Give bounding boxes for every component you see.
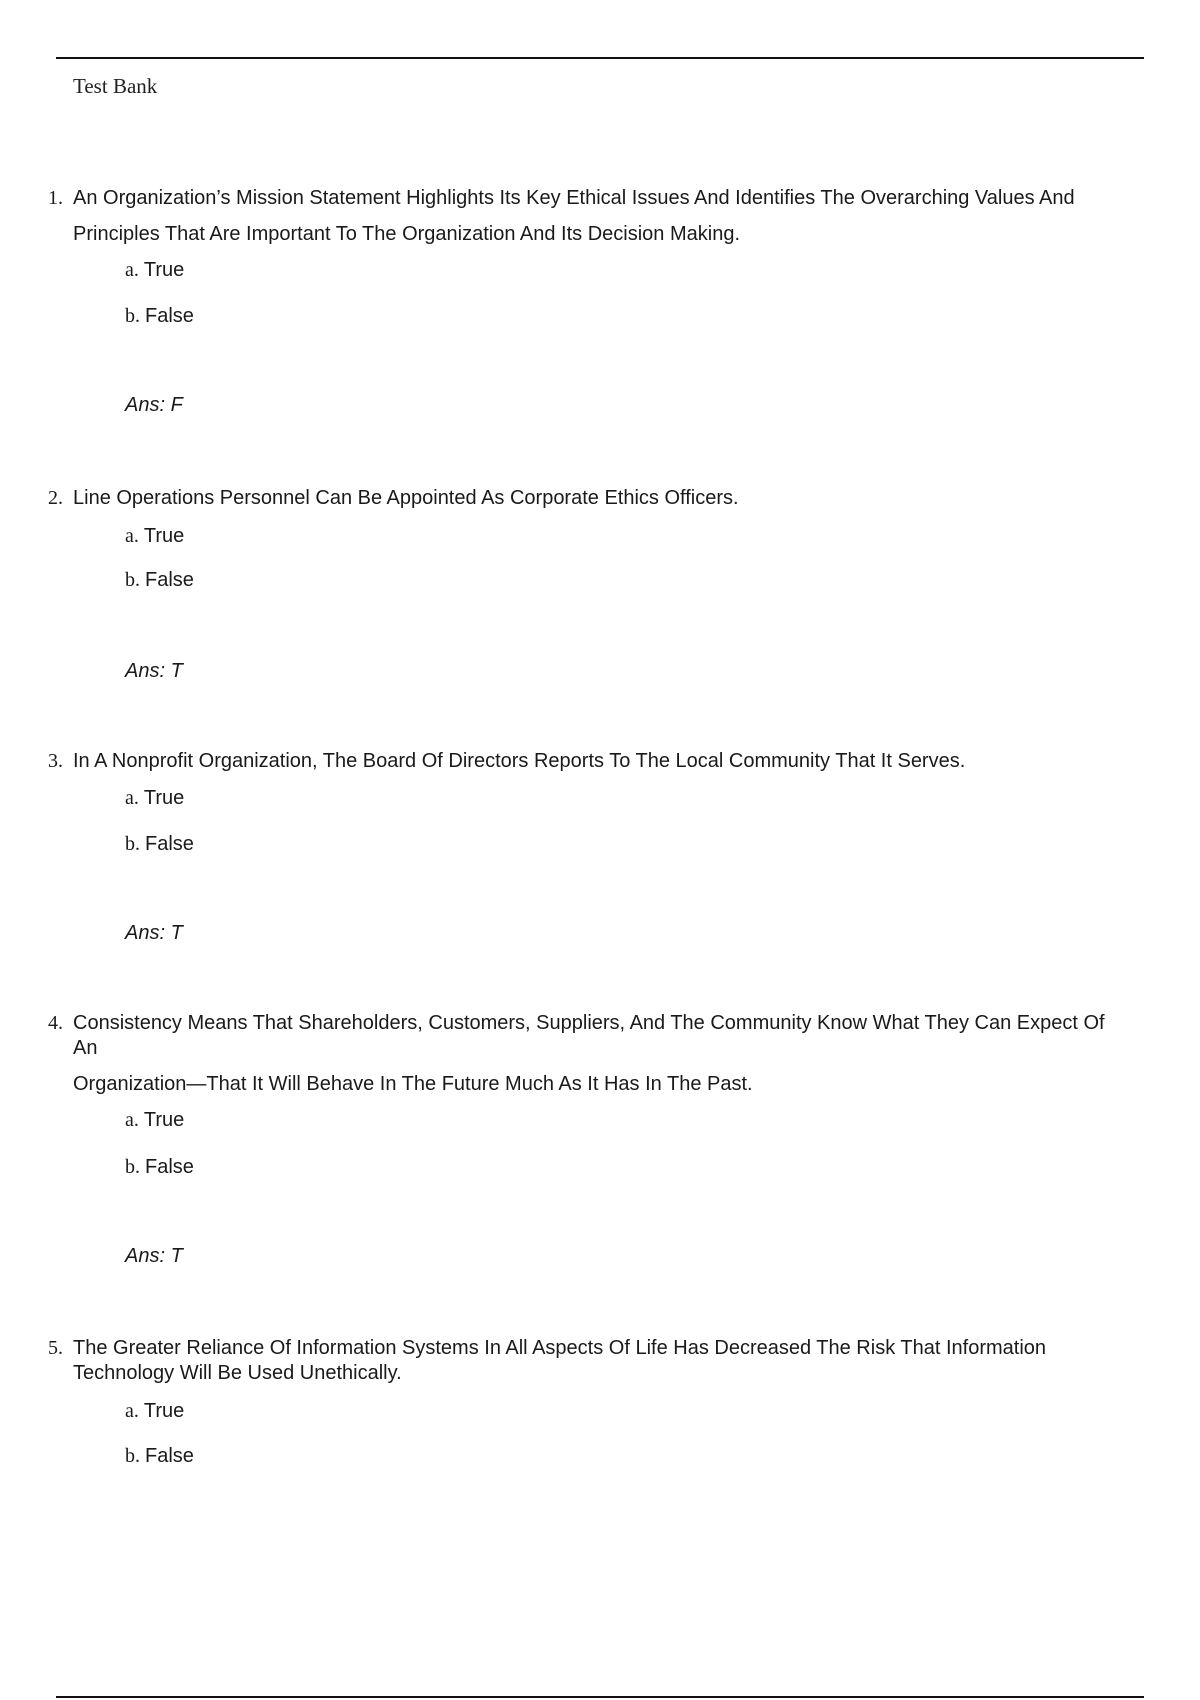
option-text: False: [145, 569, 194, 591]
option-a[interactable]: [125, 524, 184, 548]
question-number: 5.: [48, 1337, 63, 1359]
option-letter: a.: [125, 525, 139, 547]
option-text: False: [145, 1445, 194, 1467]
answer-key: Ans: F: [125, 394, 183, 416]
option-text: True: [143, 259, 185, 281]
page-header-title: Test Bank: [73, 74, 158, 98]
option-b[interactable]: [125, 832, 194, 856]
question-number: 3.: [48, 750, 63, 772]
option-text: False: [145, 833, 194, 855]
option-letter: a.: [125, 259, 139, 281]
option-a[interactable]: [125, 258, 184, 282]
option-letter: b.: [125, 833, 140, 855]
option-a[interactable]: [125, 1108, 184, 1132]
option-a[interactable]: [125, 786, 184, 810]
option-text: True: [143, 1109, 185, 1131]
question-number: 4.: [48, 1012, 63, 1034]
option-text: True: [143, 787, 185, 809]
option-letter: b.: [125, 1156, 140, 1178]
question-text-line: An: [73, 1037, 98, 1059]
option-b[interactable]: [125, 568, 194, 592]
question-text-line: An Organization’s Mission Statement Highlights Its Key Ethical Issues And Identifies The Overarching Values And: [73, 187, 1075, 209]
answer-key: Ans: T: [125, 1245, 183, 1267]
question-text-line: The Greater Reliance Of Information Systems In All Aspects Of Life Has Decreased The Risk That Information: [73, 1337, 1047, 1359]
question-text-line: Technology Will Be Used Unethically.: [73, 1362, 402, 1384]
option-a[interactable]: [125, 1399, 184, 1423]
option-letter: a.: [125, 787, 139, 809]
option-b[interactable]: [125, 304, 194, 328]
question-number: 1.: [48, 187, 63, 209]
answer-key: Ans: T: [125, 660, 183, 682]
question-text-line: Organization—That It Will Behave In The Future Much As It Has In The Past.: [73, 1073, 753, 1095]
option-letter: b.: [125, 1445, 140, 1467]
answer-key: Ans: T: [125, 922, 183, 944]
option-b[interactable]: [125, 1444, 194, 1468]
option-text: False: [145, 305, 194, 327]
question-number: 2.: [48, 487, 63, 509]
option-letter: a.: [125, 1109, 139, 1131]
question-text-line: In A Nonprofit Organization, The Board Of Directors Reports To The Local Community That It Serves.: [73, 750, 966, 772]
bottom-rule: [56, 1696, 1144, 1698]
option-b[interactable]: [125, 1155, 194, 1179]
question-text-line: Line Operations Personnel Can Be Appointed As Corporate Ethics Officers.: [73, 487, 739, 509]
top-rule: [56, 57, 1144, 59]
option-text: True: [143, 1400, 185, 1422]
question-text-line: Consistency Means That Shareholders, Customers, Suppliers, And The Community Know What They Can Expect Of: [73, 1012, 1105, 1034]
option-text: True: [143, 525, 185, 547]
question-text-line: Principles That Are Important To The Organization And Its Decision Making.: [73, 223, 741, 245]
option-letter: b.: [125, 569, 140, 591]
option-letter: a.: [125, 1400, 139, 1422]
option-text: False: [145, 1156, 194, 1178]
option-letter: b.: [125, 305, 140, 327]
